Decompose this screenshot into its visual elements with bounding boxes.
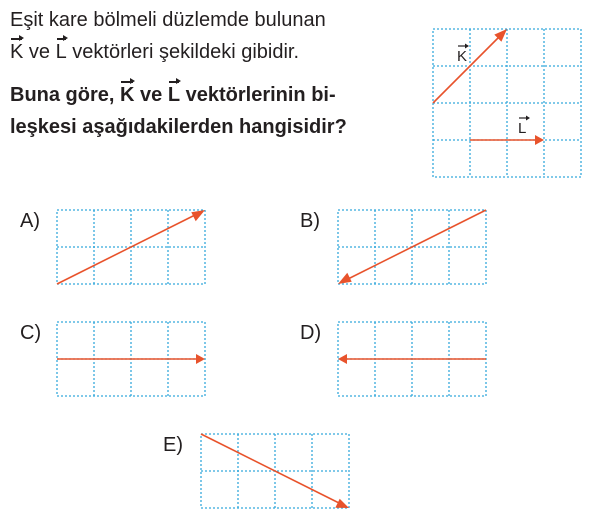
vector-l-label [518, 116, 530, 138]
question-line-1: Eşit kare bölmeli düzlemde bulunan [10, 9, 326, 31]
option-e-label[interactable]: E) [163, 434, 183, 456]
question-text: ve [23, 41, 56, 63]
option-d-grid[interactable] [337, 321, 489, 398]
vector-k-label [457, 44, 469, 66]
question-text: vektörleri şekildeki gibidir. [66, 41, 300, 63]
vector-l-symbol: L [55, 41, 67, 63]
option-a-label[interactable]: A) [20, 210, 40, 232]
figure-grid [433, 29, 581, 177]
option-b-label[interactable]: B) [300, 210, 320, 232]
question-text: vektörlerinin bi- [180, 84, 336, 106]
vector-k-symbol: K [10, 41, 24, 63]
question-line-2 [10, 40, 299, 64]
option-c-grid[interactable] [56, 321, 208, 398]
option-a-grid[interactable] [56, 209, 208, 286]
option-e-grid[interactable] [200, 433, 352, 510]
vector-l-arrow [470, 135, 544, 145]
option-c-label[interactable]: C) [20, 322, 42, 344]
question-line-3 [10, 83, 336, 107]
option-d-label[interactable]: D) [300, 322, 322, 344]
vector-figure [432, 28, 584, 180]
question-text: Buna göre, [10, 84, 121, 106]
question-text: ve [134, 84, 168, 106]
svg-text:K: K [457, 48, 468, 65]
svg-text:L: L [518, 120, 527, 137]
vector-k-symbol: K [120, 84, 135, 106]
vector-k-arrow [433, 29, 507, 103]
question-line-4: leşkesi aşağıdakilerden hangisidir? [10, 116, 347, 138]
option-b-grid[interactable] [337, 209, 489, 286]
vector-l-symbol: L [167, 84, 181, 106]
